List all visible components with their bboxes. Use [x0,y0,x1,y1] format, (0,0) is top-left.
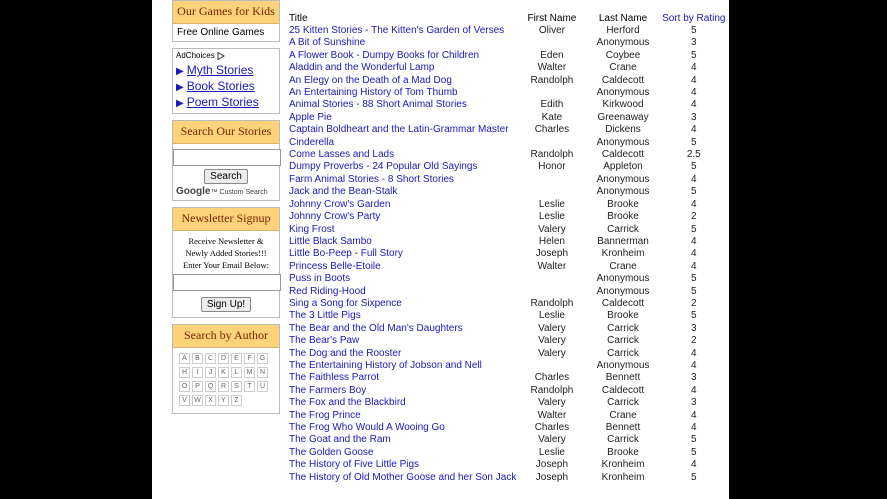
first-name-cell: Valery [538,335,566,347]
author-letter-m[interactable]: M [244,367,255,378]
story-title-link[interactable]: The Farmers Boy [289,384,367,396]
poem-stories-link[interactable] [173,94,279,110]
table-row [289,310,729,322]
games-box [172,0,280,42]
author-letter-r[interactable]: R [218,381,229,392]
author-letter-v[interactable]: V [179,395,190,406]
author-letter-g[interactable]: G [257,353,268,364]
last-name-cell: Brooke [607,310,639,322]
title-cell [289,459,516,471]
title-cell [289,75,516,87]
rating-cell: 4 [690,409,697,421]
sort-by-rating-link[interactable]: Sort by Rating [662,13,726,24]
first-name-cell: Valery [538,223,566,235]
author-letter-f[interactable]: F [244,353,255,364]
play-triangle-icon: ▶ [176,82,184,93]
rating-cell: 5 [690,223,697,235]
rating-cell: 4 [690,198,697,210]
rating-cell: 4 [690,173,697,185]
first-name-cell [516,360,587,372]
main-content [284,0,729,499]
title-cell [289,422,516,434]
rating-cell: 5 [690,273,697,285]
title-cell [289,286,516,298]
story-title-link[interactable]: Puss in Boots [289,273,351,285]
last-name-cell: Greenaway [597,111,649,123]
table-row [289,472,729,484]
story-title-link[interactable]: 25 Kitten Stories - The Kitten's Garden of Verses [289,25,505,36]
story-title-link[interactable]: The Golden Goose [289,446,374,458]
title-cell [289,99,516,111]
last-name-cell: Anonymous [596,173,650,185]
story-title-link[interactable]: The History of Old Mother Goose and her Son Jack [289,471,517,483]
story-title-link[interactable]: The Faithless Parrot [289,372,380,384]
rating-cell: 4 [690,74,697,86]
table-row [289,286,729,298]
newsletter-box [172,207,280,318]
title-cell [289,360,516,372]
story-title-link[interactable]: Captain Boldheart and the Latin-Grammar Master [289,124,509,136]
rating-cell: 4 [690,359,697,371]
first-name-cell: Joseph [535,471,569,483]
first-name-cell [516,186,587,198]
rating-cell: 5 [690,310,697,322]
title-cell [289,310,516,322]
story-title-link[interactable]: A Flower Book - Dumpy Books for Children [289,49,480,61]
title-header: Title [289,13,308,24]
story-title-link[interactable]: Princess Belle-Etoile [289,260,381,272]
poem-stories-label: Poem Stories [186,95,259,109]
rating-cell: 2.5 [686,149,701,161]
story-title-link[interactable]: Apple Pie [289,111,332,123]
last-name-cell: Kirkwood [602,99,644,111]
search-box-title: Search Our Stories [173,121,279,144]
table-row [289,87,729,99]
last-name-cell: Anonymous [596,136,650,148]
author-letter-z[interactable]: Z [231,395,242,406]
search-box [172,120,280,201]
first-name-cell: Leslie [538,198,565,210]
title-cell [289,199,516,211]
table-row [289,248,729,260]
last-name-cell: Carrick [607,434,639,446]
title-cell [289,224,516,236]
table-row [289,99,729,111]
newsletter-line: Newly Added Stories!!! [185,248,267,258]
table-row [289,459,729,471]
last-name-cell: Crane [609,260,637,272]
rating-cell: 4 [690,124,697,136]
signup-area [173,291,279,317]
author-letter-i[interactable]: I [192,367,203,378]
first-name-cell: Leslie [538,211,565,223]
rating-cell: 3 [690,397,697,409]
table-row [289,323,729,335]
table-row [289,75,729,87]
page [152,0,729,499]
last-name-cell: Carrick [607,223,639,235]
myth-stories-link[interactable] [173,62,279,78]
title-cell [289,112,516,124]
story-title-link[interactable]: The Bear's Paw [289,335,360,347]
story-title-link[interactable]: King Frost [289,223,335,235]
table-row [289,149,729,161]
rating-cell: 5 [690,434,697,446]
table-row [289,161,729,173]
title-cell [289,447,516,459]
table-row [289,224,729,236]
table-row [289,199,729,211]
title-cell [289,397,516,409]
author-letter-w[interactable]: W [192,395,203,406]
last-name-cell: Caldecott [601,149,645,161]
author-letter-d[interactable]: D [218,353,229,364]
games-box-title: Our Games for Kids [173,1,279,24]
title-cell [289,434,516,446]
story-title-link[interactable]: Come Lasses and Lads [289,149,395,161]
title-cell [289,25,516,37]
title-cell [289,236,516,248]
table-row [289,298,729,310]
play-triangle-icon: ▶ [176,98,184,109]
table-row [289,37,729,49]
first-name-cell: Edith [540,99,564,111]
last-name-cell: Caldecott [601,297,645,309]
last-name-cell: Bennett [605,422,641,433]
adchoices-icon [217,52,225,60]
first-name-cell: Charles [534,124,570,136]
rating-cell: 4 [690,260,697,272]
title-cell [289,472,516,484]
last-name-cell: Brooke [607,198,639,210]
author-letter-t[interactable]: T [244,381,255,392]
book-stories-label: Book Stories [186,79,255,93]
rating-cell: 4 [690,248,697,260]
last-name-cell: Caldecott [601,74,645,86]
author-letter-a[interactable]: A [179,353,190,364]
rating-cell: 2 [690,211,697,223]
table-row [289,273,729,285]
table-row [289,385,729,397]
last-name-cell: Carrick [607,347,639,359]
table-row [289,112,729,124]
title-cell [289,335,516,347]
rating-cell: 5 [690,49,697,61]
table-row [289,50,729,62]
story-title-link[interactable]: The Bear and the Old Man's Daughters [289,322,463,334]
title-cell [289,323,516,335]
last-name-cell: Bennett [605,372,641,384]
table-row [289,335,729,347]
first-name-cell: Randolph [530,384,574,396]
title-cell [289,62,516,74]
author-letter-p[interactable]: P [192,381,203,392]
author-letter-x[interactable]: X [205,395,216,406]
title-cell [289,248,516,260]
first-name-cell: Leslie [538,310,565,322]
rating-cell: 3 [690,111,697,123]
last-name-cell: Dickens [605,124,641,136]
author-letter-c[interactable]: C [205,353,216,364]
rating-cell: 5 [690,25,697,36]
first-name-cell: Randolph [530,149,574,161]
last-name-cell: Bannerman [597,235,649,247]
last-name-cell: Anonymous [596,273,650,285]
table-row [289,211,729,223]
first-name-cell: Eden [540,49,564,61]
myth-stories-label: Myth Stories [186,63,254,77]
last-name-cell: Caldecott [601,384,645,396]
first-name-cell [516,37,587,49]
table-row [289,174,729,186]
search-area [173,144,279,200]
search-input[interactable] [173,149,281,166]
search-button[interactable]: Search [204,169,248,184]
last-name-header: Last Name [598,13,648,24]
story-title-link[interactable]: Little Black Sambo [289,235,372,247]
rating-cell: 3 [690,37,697,49]
table-row [289,62,729,74]
table-row [289,261,729,273]
rating-cell: 4 [690,422,697,433]
title-cell [289,298,516,310]
first-name-cell: Valery [538,347,566,359]
first-name-cell: Honor [538,161,566,173]
table-row [289,186,729,198]
first-name-cell [516,87,587,99]
rating-cell: 4 [690,87,697,99]
author-letter-grid [173,348,279,413]
first-name-cell [516,174,587,186]
first-name-cell: Joseph [535,248,569,260]
sidebar [172,0,280,420]
last-name-cell: Anonymous [596,37,650,49]
story-title-link[interactable]: The Entertaining History of Jobson and Nell [289,359,482,371]
rating-cell: 5 [690,136,697,148]
sign-up-button[interactable]: Sign Up! [201,297,251,312]
story-title-link[interactable]: Red Riding-Hood [289,285,366,297]
google-custom-search-brand: Google™ Custom Search [176,186,268,197]
table-header-row [289,12,729,25]
story-title-link[interactable]: Johnny Crow's Party [289,211,381,223]
story-title-link[interactable]: Johnny Crow's Garden [289,198,391,210]
email-input[interactable] [173,274,281,291]
adchoices-label[interactable] [173,49,279,62]
story-categories-box [172,48,280,114]
author-letter-y[interactable]: Y [218,395,229,406]
title-cell [289,261,516,273]
title-cell [289,149,516,161]
last-name-cell: Brooke [607,211,639,223]
title-cell [289,385,516,397]
rating-cell: 3 [690,372,697,384]
title-cell [289,87,516,99]
author-letter-k[interactable]: K [218,367,229,378]
story-title-link[interactable]: An Elegy on the Death of a Mad Dog [289,74,452,86]
last-name-cell: Coybee [605,49,641,61]
rating-cell: 5 [690,471,697,483]
author-letter-n[interactable]: N [257,367,268,378]
first-name-cell: Kate [541,111,563,123]
first-name-cell: Valery [538,397,566,409]
author-box [172,324,280,414]
author-letter-q[interactable]: Q [205,381,216,392]
title-cell [289,161,516,173]
custom-search-label: Custom Search [219,189,268,196]
story-title-link[interactable]: The Dog and the Rooster [289,347,402,359]
story-title-link[interactable]: An Entertaining History of Tom Thumb [289,87,458,99]
stories-table [289,12,729,484]
first-name-cell: Leslie [538,446,565,458]
title-cell [289,174,516,186]
last-name-cell: Anonymous [596,359,650,371]
last-name-cell: Carrick [607,322,639,334]
table-row [289,124,729,136]
table-row [289,137,729,149]
story-title-link[interactable]: Animal Stories - 88 Short Animal Stories [289,99,467,111]
story-title-link[interactable]: Farm Animal Stories - 8 Short Stories [289,173,455,185]
title-cell [289,50,516,62]
author-letter-h[interactable]: H [179,367,190,378]
table-row [289,25,729,37]
story-title-link[interactable]: Little Bo-Peep - Full Story [289,248,403,260]
first-name-cell: Randolph [530,297,574,309]
story-title-link[interactable]: Aladdin and the Wonderful Lamp [289,62,435,74]
story-title-link[interactable]: Cinderella [289,136,335,148]
rating-cell: 5 [690,161,697,173]
author-letter-l[interactable]: L [231,367,242,378]
rating-cell: 2 [690,335,697,347]
story-title-link[interactable]: Jack and the Bean-Stalk [289,186,398,198]
title-cell [289,186,516,198]
story-title-link[interactable]: Dumpy Proverbs - 24 Popular Old Sayings [289,161,478,173]
last-name-cell: Anonymous [596,186,650,198]
author-box-title: Search by Author [173,325,279,348]
story-title-link[interactable]: The Fox and the Blackbird [289,397,406,409]
last-name-cell: Brooke [607,446,639,458]
last-name-cell: Appleton [603,161,643,173]
last-name-cell: Carrick [607,335,639,347]
table-row [289,434,729,446]
story-title-link[interactable]: Sing a Song for Sixpence [289,297,402,309]
table-row [289,236,729,248]
first-name-cell: Valery [538,322,566,334]
last-name-cell: Kronheim [601,459,645,471]
rating-cell: 4 [690,459,697,471]
author-letter-j[interactable]: J [205,367,216,378]
last-name-cell: Anonymous [596,285,650,297]
rating-cell: 2 [690,297,697,309]
first-name-cell [516,286,587,298]
first-name-cell: Valery [538,434,566,446]
adchoices-text: AdChoices [176,51,215,60]
first-name-cell [516,273,587,285]
story-title-link[interactable]: A Bit of Sunshine [289,37,366,49]
story-title-link[interactable]: The Frog Who Would A Wooing Go [289,422,445,433]
table-row [289,372,729,384]
book-stories-link[interactable] [173,78,279,94]
title-cell [289,124,516,136]
table-row [289,348,729,360]
first-name-cell: Walter [537,409,567,421]
first-name-cell: Oliver [538,25,565,36]
first-name-cell: Helen [538,235,565,247]
rating-cell: 3 [690,322,697,334]
story-title-link[interactable]: The History of Five Little Pigs [289,459,420,471]
first-name-cell: Randolph [530,74,574,86]
rating-cell: 4 [690,235,697,247]
rating-cell: 5 [690,285,697,297]
google-logo: Google [176,186,211,197]
last-name-cell: Anonymous [596,87,650,99]
story-title-link[interactable]: The 3 Little Pigs [289,310,361,322]
free-online-games-link[interactable]: Free Online Games [177,27,265,38]
author-letter-o[interactable]: O [179,381,190,392]
table-row [289,447,729,459]
last-name-cell: Kronheim [601,471,645,483]
first-name-cell: Charles [534,422,570,433]
last-name-cell: Crane [609,62,637,74]
author-letter-u[interactable]: U [257,381,268,392]
title-cell [289,211,516,223]
last-name-cell: Kronheim [601,248,645,260]
title-cell [289,137,516,149]
newsletter-line: Enter Your Email Below: [183,260,269,270]
title-cell [289,410,516,422]
first-name-header: First Name [527,13,577,24]
first-name-cell: Walter [537,260,567,272]
story-title-link[interactable]: The Frog Prince [289,409,361,421]
last-name-cell: Crane [609,409,637,421]
newsletter-line: Receive Newsletter & [188,236,264,246]
newsletter-box-title: Newsletter Signup [173,208,279,231]
rating-cell: 4 [690,347,697,359]
table-row [289,360,729,372]
title-cell [289,372,516,384]
play-triangle-icon: ▶ [176,66,184,77]
first-name-cell: Charles [534,372,570,384]
rating-cell: 4 [690,99,697,111]
table-row [289,410,729,422]
rating-cell: 5 [690,186,697,198]
first-name-cell: Walter [537,62,567,74]
table-row [289,397,729,409]
newsletter-text [173,231,279,274]
author-letter-s[interactable]: S [231,381,242,392]
author-letter-b[interactable]: B [192,353,203,364]
author-letter-e[interactable]: E [231,353,242,364]
story-title-link[interactable]: The Goat and the Ram [289,434,391,446]
first-name-cell [516,137,587,149]
last-name-cell: Herford [606,25,640,36]
first-name-cell: Joseph [535,459,569,471]
title-cell [289,273,516,285]
rating-cell: 4 [690,62,697,74]
last-name-cell: Carrick [607,397,639,409]
title-cell [289,37,516,49]
rating-cell: 4 [690,384,697,396]
table-row [289,422,729,434]
title-cell [289,348,516,360]
rating-cell: 5 [690,446,697,458]
